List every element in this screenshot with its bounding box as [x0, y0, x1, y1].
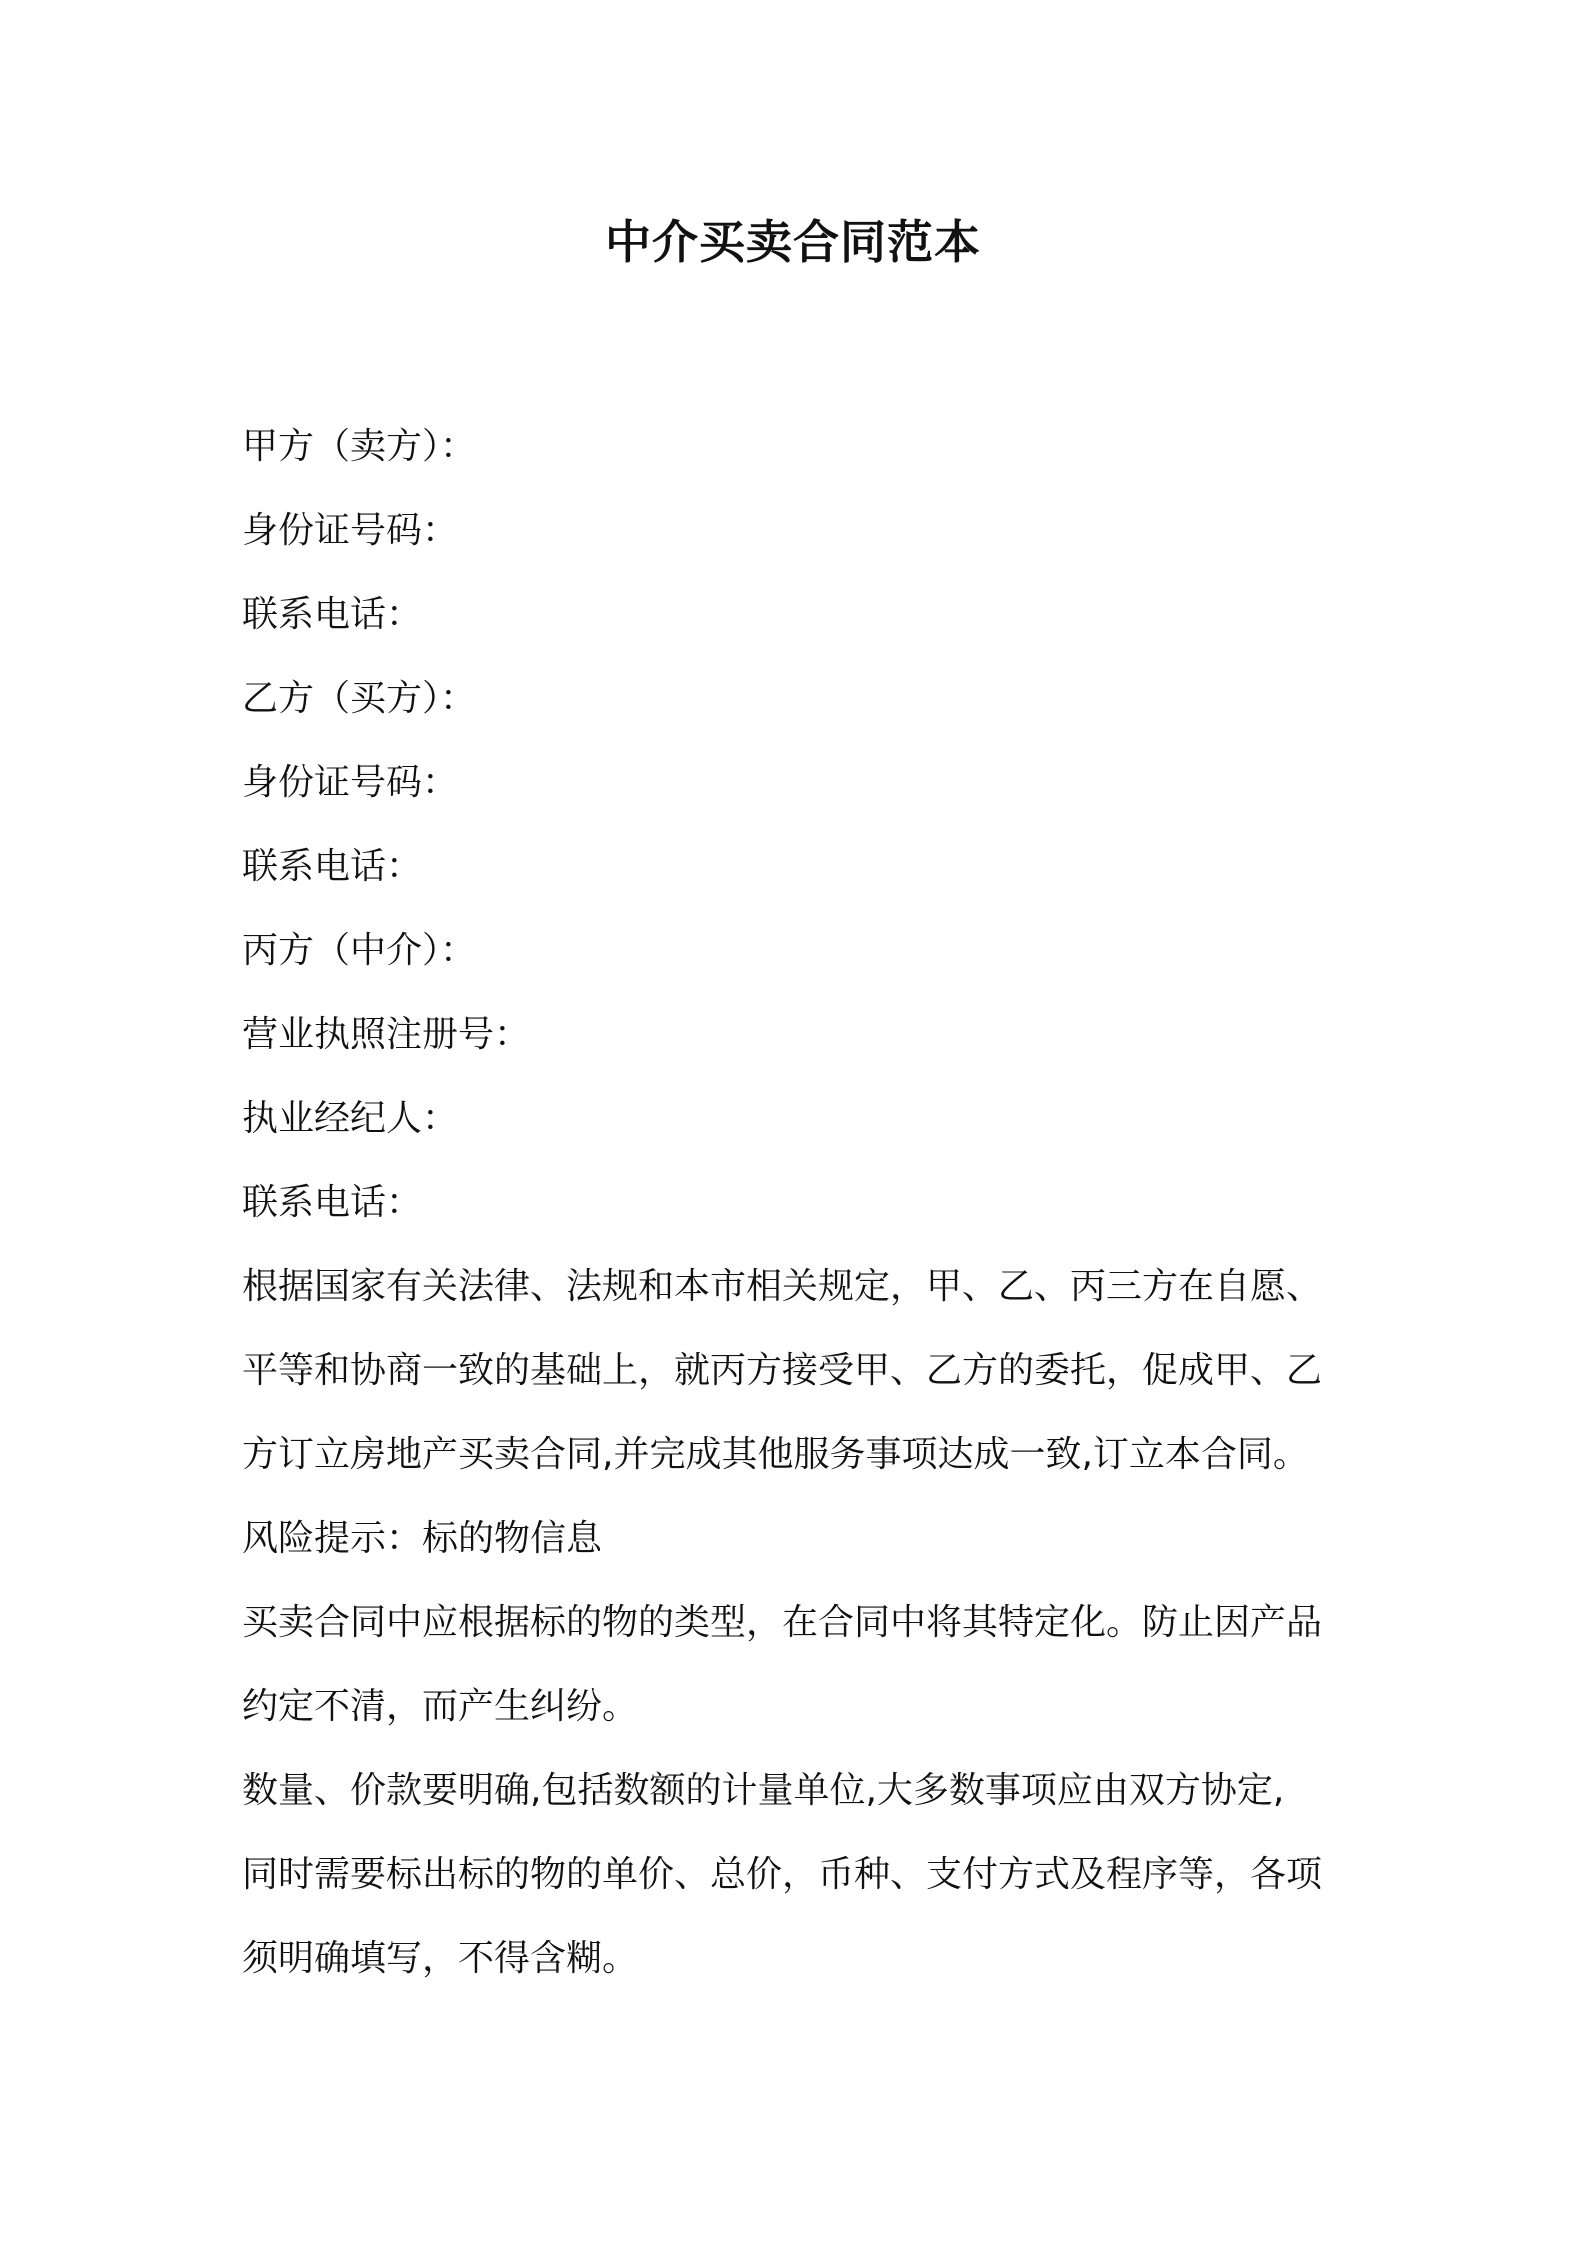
- field-party-c-phone: 联系电话：: [242, 1182, 423, 1223]
- risk-line: 数量、价款要明确,包括数额的计量单位,大多数事项应由双方协定,: [242, 1770, 1285, 1811]
- intro-paragraph: [242, 1245, 1360, 1497]
- intro-line: 平等和协商一致的基础上，就丙方接受甲、乙方的委托，促成甲、乙: [242, 1350, 1323, 1391]
- document-body: [242, 405, 1360, 2001]
- field-party-a-phone: 联系电话：: [242, 594, 423, 635]
- field-licensed-agent: 执业经纪人：: [242, 1098, 459, 1139]
- intro-line: 根据国家有关法律、法规和本市相关规定，甲、乙、丙三方在自愿、: [242, 1266, 1323, 1307]
- risk-heading: 风险提示：标的物信息: [242, 1518, 603, 1559]
- field-party-b: 乙方（买方）：: [242, 678, 477, 719]
- field-party-b-id: 身份证号码：: [242, 762, 459, 803]
- document-title: 中介买卖合同范本: [605, 215, 981, 269]
- field-business-license: 营业执照注册号：: [242, 1014, 531, 1055]
- risk-line: 买卖合同中应根据标的物的类型，在合同中将其特定化。防止因产品: [242, 1602, 1323, 1643]
- field-party-a: 甲方（卖方）：: [242, 426, 477, 467]
- field-party-b-phone: 联系电话：: [242, 846, 423, 887]
- risk-line: 同时需要标出标的物的单价、总价，币种、支付方式及程序等，各项: [242, 1854, 1323, 1895]
- risk-paragraph-2: [242, 1749, 1360, 2001]
- intro-line: 方订立房地产买卖合同,并完成其他服务事项达成一致,订立本合同。: [242, 1434, 1309, 1475]
- risk-paragraph-1: [242, 1581, 1360, 1749]
- risk-line: 约定不清，而产生纠纷。: [242, 1686, 639, 1727]
- field-party-c: 丙方（中介）：: [242, 930, 477, 971]
- field-party-a-id: 身份证号码：: [242, 510, 459, 551]
- risk-line: 须明确填写，不得含糊。: [242, 1938, 639, 1979]
